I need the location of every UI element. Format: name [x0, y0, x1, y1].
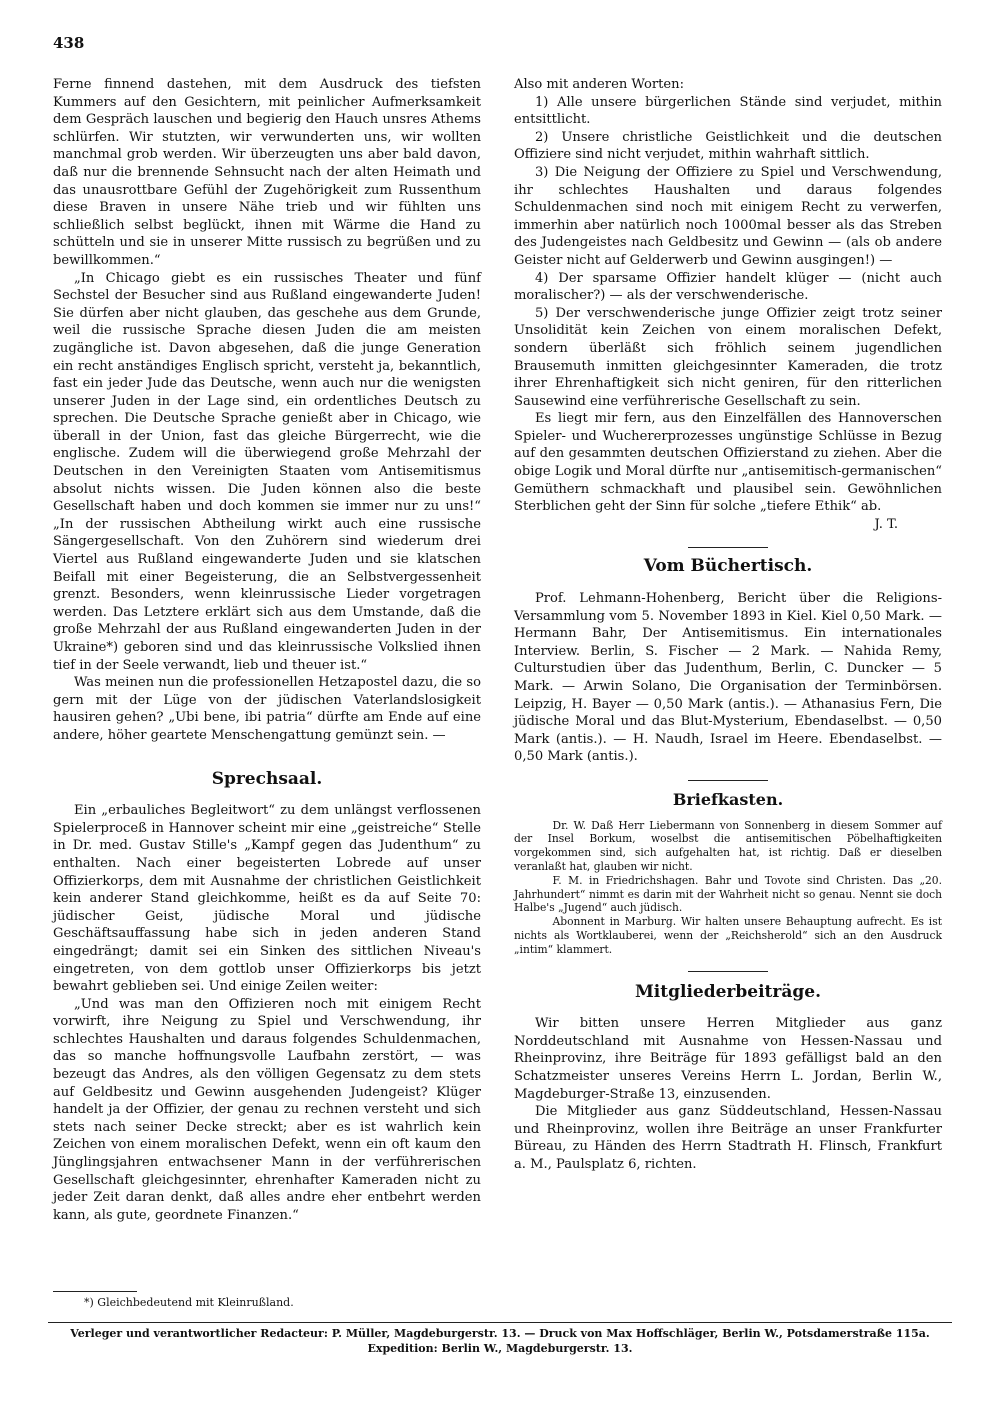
section-heading-buechertisch: Vom Büchertisch. [643, 556, 813, 577]
paragraph: Ein „erbauliches Begleitwort“ zu dem unlängst verflossenen Spielerproceß in Hannover scheint mir eine „geistreiche“ Stelle in Dr. med. Gustav Stille's „Kampf gegen das Judenthum“ zu enthalten. Nach einer begeisterten Lobrede auf unser Offizierkorps, dem mit Ausnahme der christlichen Geistlichkeit kein anderer Stand gleichkomme, heißt es da auf Seite 70: jüdischer Geist, jüdische Moral und jüdische Geschäftsauffassung habe sich in jeden anderen Stand eingedrängt; damit sei ein Sinken des sittlichen Niveau's eingetreten, von dem gottlob unser Offizierkorps bis jetzt bewahrt geblieben sei. Und einige Zeilen weiter: [53, 803, 481, 995]
letter-entry: Dr. W. Daß Herr Liebermann von Sonnenberg in diesem Sommer auf der Insel Borkum, woselbst die antisemitischen Pöbelhaftigkeiten vorgekommen sind, sich aufgehalten hat, ist richtig. Daß er dieselben veranlaßt hat, glauben wir nicht. [514, 818, 942, 873]
section-heading-sprechsaal: Sprechsaal. [211, 768, 323, 789]
letter-entry: F. M. in Friedrichshagen. Bahr und Tovote sind Christen. Das „20. Jahrhundert“ nimmt es darin mit der Wahrheit nicht so genau. Nennt sie doch Halbe's „Jugend“ auch jüdisch. [514, 873, 942, 915]
letter-entry: Abonnent in Marburg. Wir halten unsere Behauptung aufrecht. Es ist nichts als Wortklauberei, wenn der „Reichsherold“ sich an den Ausdruck „intim“ klammert. [514, 915, 942, 956]
divider [688, 971, 768, 972]
list-item: 5) Der verschwenderische junge Offizier zeigt trotz seiner Unsolidität kein Zeichen von einem moralischen Defekt, sondern überläßt sich fröhlich seinem jugendlichen Brausemuth inmitten gleichgesinnter Kameraden, die trotz ihrer Ehrenhaftigkeit sich nicht geniren, für den ritterlichen Sausewind eine verführerische Gesellschaft zu sein. [514, 305, 942, 409]
footnote-rule [53, 1291, 137, 1292]
section-heading-mitgliederbeitraege: Mitgliederbeiträge. [634, 981, 821, 1002]
right-column [514, 76, 942, 1173]
list-item: 2) Unsere christliche Geistlichkeit und die deutschen Offiziere sind nicht verjudet, mithin wahrhaft sittlich. [514, 129, 942, 163]
list-item: 3) Die Neigung der Offiziere zu Spiel und Verschwendung, ihr schlechtes Haushalten und daraus folgendes Schuldenmachen sind noch mit einigem Recht zu verwerfen, immerhin aber natürlich noch 1000mal besser als das Streben des Judengeistes nach Geldbesitz und Gewinn — (als ob andere Geister nicht auf Gelderwerb und Gewinn ausgingen!) — [514, 164, 942, 268]
paragraph: „In Chicago giebt es ein russisches Theater und fünf Sechstel der Besucher sind aus Rußland eingewanderte Juden! Sie dürfen aber nicht glauben, das geschehe aus dem Grunde, weil die russische Sprache diesen Juden die am meisten zugängliche ist. Davon abgesehen, daß die junge Generation ein recht anständiges Englisch spricht, versteht ja, bekanntlich, fast ein jeder Jude das Deutsche, wenn auch nur die wenigsten unserer Juden in der Lage sind, ein ordentliches Deutsch zu sprechen. Die Deutsche Sprache genießt aber in Chicago, wie überall in der Union, fast das gleiche Bürgerrecht, wie die englische. Zudem will die überwiegend große Mehrzahl der Deutschen in den Vereinigten Staaten vom Antisemitismus absolut nichts wissen. Die Juden können also die beste Gesellschaft haben und doch kommen sie immer nur zu uns!“ „In der russischen Abtheilung wirkt auch eine russische Sängergesellschaft. Von den Zuhörern sind wiederum drei Viertel aus Rußland eingewanderte Juden und sie klatschen Beifall mit einer Begeisterung, die an Selbstvergessenheit grenzt. Besonders, wenn kleinrussische Lieder vorgetragen werden. Das Letztere erklärt sich aus dem Umstande, daß die große Mehrzahl der aus Rußland eingewanderten Juden in der Ukraine*) geboren sind und das kleinrussische Volkslied ihnen tief in der Seele verwandt, lieb und theuer ist.“ [53, 270, 481, 673]
paragraph: Was meinen nun die professionellen Hetzapostel dazu, die so gern mit der Lüge von der jüdischen Vaterlandslosigkeit hausiren gehen? „Ubi bene, ibi patria“ dürfte am Ende auf eine andere, höher geartete Menschengattung gemünzt sein. — [53, 675, 481, 743]
list-item: 4) Der sparsame Offizier handelt klüger — (nicht auch moralischer?) — als der verschwenderische. [514, 270, 942, 304]
footnote: *) Gleichbedeutend mit Kleinrußland. [84, 1296, 294, 1309]
imprint-line: Verleger und verantwortlicher Redacteur: P. Müller, Magdeburgerstr. 13. — Druck von Max Hoffschläger, Berlin W., Potsdamerstraße 115a. [70, 1327, 930, 1340]
paragraph: Es liegt mir fern, aus den Einzelfällen des Hannoverschen Spieler- und Wuchererprozesses ungünstige Schlüsse in Bezug auf den gesammten deutschen Offizierstand zu ziehen. Aber die obige Logik und Moral dürfte nur „antisemitisch-germanischen“ Gemüthern schmackhaft und plausibel sein. Gewöhnlichen Sterblichen geht der Sinn für solche „tiefere Ethik“ ab. [514, 411, 942, 515]
list-item: 1) Alle unsere bürgerlichen Stände sind verjudet, mithin entsittlicht. [514, 94, 942, 128]
expedition-line: Expedition: Berlin W., Magdeburgerstr. 13. [367, 1342, 633, 1355]
left-column [53, 76, 481, 1224]
signature: J. T. [874, 516, 898, 532]
divider [688, 780, 768, 781]
paragraph: Ferne finnend dastehen, mit dem Ausdruck des tiefsten Kummers auf den Gesichtern, mit peinlicher Aufmerksamkeit dem Gespräch lauschen und begierig den Hauch unsres Athems schlürfen. Wir stutzten, wir verwunderten uns, wir wollten manchmal grob werden. Wir überzeugten uns aber bald davon, daß nur die brennende Sehnsucht nach der alten Heimath und das unausrottbare Gefühl der Zugehörigkeit zum Russenthum diese Braven in unsere Nähe trieb und wir fühlten uns schließlich selbst beglückt, ihnen mit Wärme die Hand zu schütteln und sie in unserer Mitte russisch zu begrüßen und zu bewillkommen.“ [53, 77, 481, 268]
paragraph: Also mit anderen Worten: [514, 77, 684, 92]
briefkasten-block [514, 819, 942, 957]
paragraph: Prof. Lehmann-Hohenberg, Bericht über die Religions-Versammlung vom 5. November 1893 in Kiel. Kiel 0,50 Mark. — Hermann Bahr, Der Antisemitismus. Ein internationales Interview. Berlin, S. Fischer — 2 Mark. — Nahida Remy, Culturstudien über das Judenthum, Berlin, C. Duncker — 5 Mark. — Arwin Solano, Die Organisation der Terminbörsen. Leipzig, H. Bayer — 0,50 Mark (antis.). — Athanasius Fern, Die jüdische Moral und das Blut-Mysterium, Ebendaselbst. — 0,50 Mark (antis.). — H. Naudh, Israel im Heere. Ebendaselbst. — 0,50 Mark (antis.). [514, 591, 942, 765]
footer-rule [48, 1322, 952, 1323]
page-number: 438 [53, 34, 85, 52]
paragraph: Die Mitglieder aus ganz Süddeutschland, Hessen-Nassau und Rheinprovinz, wollen ihre Beiträge an unser Frankfurter Büreau, zu Händen des Herrn Stadtrath H. Flinsch, Frankfurt a. M., Paulsplatz 6, richten. [514, 1104, 942, 1172]
paragraph: „Und was man den Offizieren noch mit einigem Recht vorwirft, ihre Neigung zu Spiel und Verschwendung, ihr schlechtes Haushalten und daraus folgendes Schuldenmachen, das so manche hoffnungsvolle Laufbahn zerstört, — was bezeugt das Andres, als den völligen Gegensatz zu dem stets auf Geldbesitz und Gewinn ausgehenden Judengeist? Klüger handelt ja der Offizier, der genau zu rechnen versteht und sich stets nach seiner Decke streckt; aber es ist wahrlich kein Zeichen von einem moralischen Defekt, wenn ein oft kaum den Jünglingsjahren entwachsener Mann in der verführerischen Gesellschaft gleichgesinnter, ehrenhafter Kameraden nicht zu jeder Zeit daran denkt, daß alles andre eher entbehrt werden kann, als gute, geordnete Finanzen.“ [53, 996, 481, 1223]
section-heading-briefkasten: Briefkasten. [672, 789, 784, 809]
divider [688, 547, 768, 548]
paragraph: Wir bitten unsere Herren Mitglieder aus ganz Norddeutschland mit Ausnahme von Hessen-Nassau und Rheinprovinz, ihre Beiträge für 1893 gefälligst bald an den Schatzmeister unseres Vereins Herrn L. Jordan, Berlin W., Magdeburger-Straße 13, einzusenden. [514, 1016, 942, 1102]
